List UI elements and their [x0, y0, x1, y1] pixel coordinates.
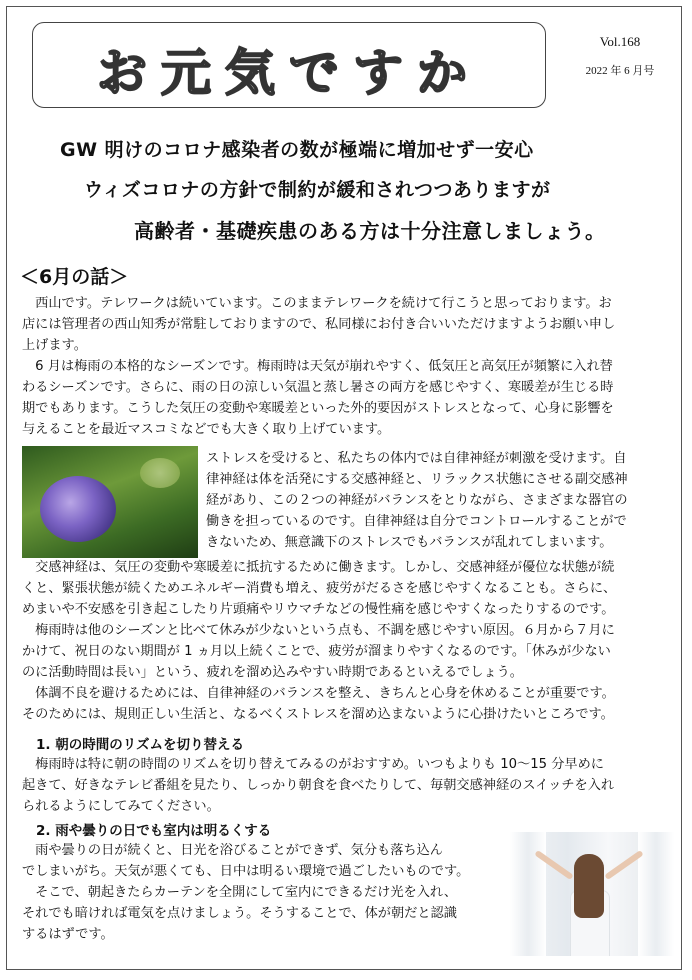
tip-1-heading: 1. 朝の時間のリズムを切り替える — [36, 737, 244, 753]
morning-window-photo — [510, 832, 674, 956]
text-line: 西山です。テレワークは続いています。このままテレワークを続けて行こうと思っております。お — [22, 296, 612, 311]
text-line: 雨や曇りの日が続くと、日光を浴びることができず、気分も落ち込ん — [22, 843, 443, 858]
woman-hair — [574, 854, 604, 918]
tip-1-paragraph — [22, 754, 674, 817]
text-line: そのためには、規則正しい生活と、なるべくストレスを溜め込まないように心掛けたいところです。 — [22, 707, 614, 722]
text-line: きないため、無意識下のストレスでもバランスが乱れてしまいます。 — [206, 535, 613, 550]
main-paragraph — [22, 557, 674, 725]
background-foliage — [140, 458, 180, 488]
text-line: 律神経は体を活発にする交感神経と、リラックス状態にさせる副交感神 — [206, 472, 628, 487]
text-line: 交感神経は、気圧の変動や寒暖差に抵抗するために働きます。しかし、交感神経が優位な状態が続 — [22, 560, 615, 575]
text-line: のに活動時間は長い」という、疲れを溜め込みやすい時期であるといえるでしょう。 — [22, 665, 523, 680]
text-line: 与えることを最近マスコミなどでも大きく取り上げています。 — [22, 422, 391, 437]
title-banner — [32, 22, 546, 108]
volume-number: Vol.168 — [599, 34, 641, 49]
text-line: そこで、朝起きたらカーテンを全開にして室内にできるだけ光を入れ、 — [22, 885, 458, 900]
text-line: くと、緊張状態が続くためエネルギー消費も増え、疲労がだるさを感じやすくなることも。さらに、 — [22, 581, 617, 596]
hydrangea-photo — [22, 446, 198, 558]
intro-paragraph — [22, 293, 674, 440]
text-line: 起きて、好きなテレビ番組を見たり、しっかり朝食を食べたりして、毎朝交感神経のスイッチを入れ — [22, 778, 615, 793]
hydrangea-flower — [40, 476, 116, 542]
text-line: 梅雨時は他のシーズンと比べて休みが少ないという点も、不調を感じやすい原因。６月から７月に — [22, 623, 615, 638]
text-line: 店には管理者の西山知秀が常駐しておりますので、私同様にお付き合いいただけますようお願い申し — [22, 317, 616, 332]
text-line: わるシーズンです。さらに、雨の日の涼しい気温と蒸し暑さの両方を感じやすく、寒暖差が生じる時 — [22, 380, 614, 395]
text-line: 体調不良を避けるためには、自律神経のバランスを整え、きちんと心身を休めることが重要です。 — [22, 686, 615, 701]
issue-date: 2022 年 6 月号 — [585, 65, 655, 77]
headline-2: ウィズコロナの方針で制約が緩和されつつありますが — [84, 179, 551, 201]
text-line: でしまいがち。天気が悪くても、日中は明るい環境で過ごしたいものです。 — [22, 864, 470, 879]
tip-2-heading: 2. 雨や曇りの日でも室内は明るくする — [36, 823, 272, 839]
text-line: られるようにしてみてください。 — [22, 799, 220, 814]
text-line: 梅雨時は特に朝の時間のリズムを切り替えてみるのがおすすめ。いつもよりも 10〜15 分早めに — [22, 757, 604, 772]
text-line: かけて、祝日のない期間が 1 ヵ月以上続くことで、疲労が溜まりやすくなるのです。「休みが少ない — [22, 644, 611, 659]
text-line: 期でもあります。こうした気圧の変動や寒暖差といった外的要因がストレスとなって、心身に影響を — [22, 401, 614, 416]
tip-2-paragraph — [22, 840, 508, 945]
curtain-left — [510, 832, 546, 956]
text-line: めまいや不安感を引き起こしたり片頭痛やリウマチなどの慢性痛を感じやすくなったりするのです。 — [22, 602, 615, 617]
headline-3: 高齢者・基礎疾患のある方は十分注意しましょう。 — [134, 219, 606, 243]
text-line: 6 月は梅雨の本格的なシーズンです。梅雨時は天気が崩れやすく、低気圧と高気圧が頻繁に入れ替 — [22, 359, 613, 374]
section-title: ＜6月の話＞ — [20, 266, 129, 288]
curtain-right — [638, 832, 674, 956]
text-line: 上げます。 — [22, 338, 87, 353]
text-line: それでも暗ければ電気を点けましょう。そうすることで、体が朝だと認識 — [22, 906, 457, 921]
text-line: 働きを担っているのです。自律神経は自分でコントロールすることがで — [206, 514, 627, 529]
stress-paragraph — [206, 448, 674, 553]
text-line: ストレスを受けると、私たちの体内では自律神経が刺激を受けます。自 — [206, 451, 627, 466]
newsletter-title: お元気ですか — [97, 43, 481, 102]
text-line: するはずです。 — [22, 927, 114, 942]
headline-1: GW 明けのコロナ感染者の数が極端に増加せず一安心 — [60, 139, 534, 161]
text-line: 経があり、この２つの神経がバランスをとりながら、さまざまな器官の — [206, 493, 628, 508]
